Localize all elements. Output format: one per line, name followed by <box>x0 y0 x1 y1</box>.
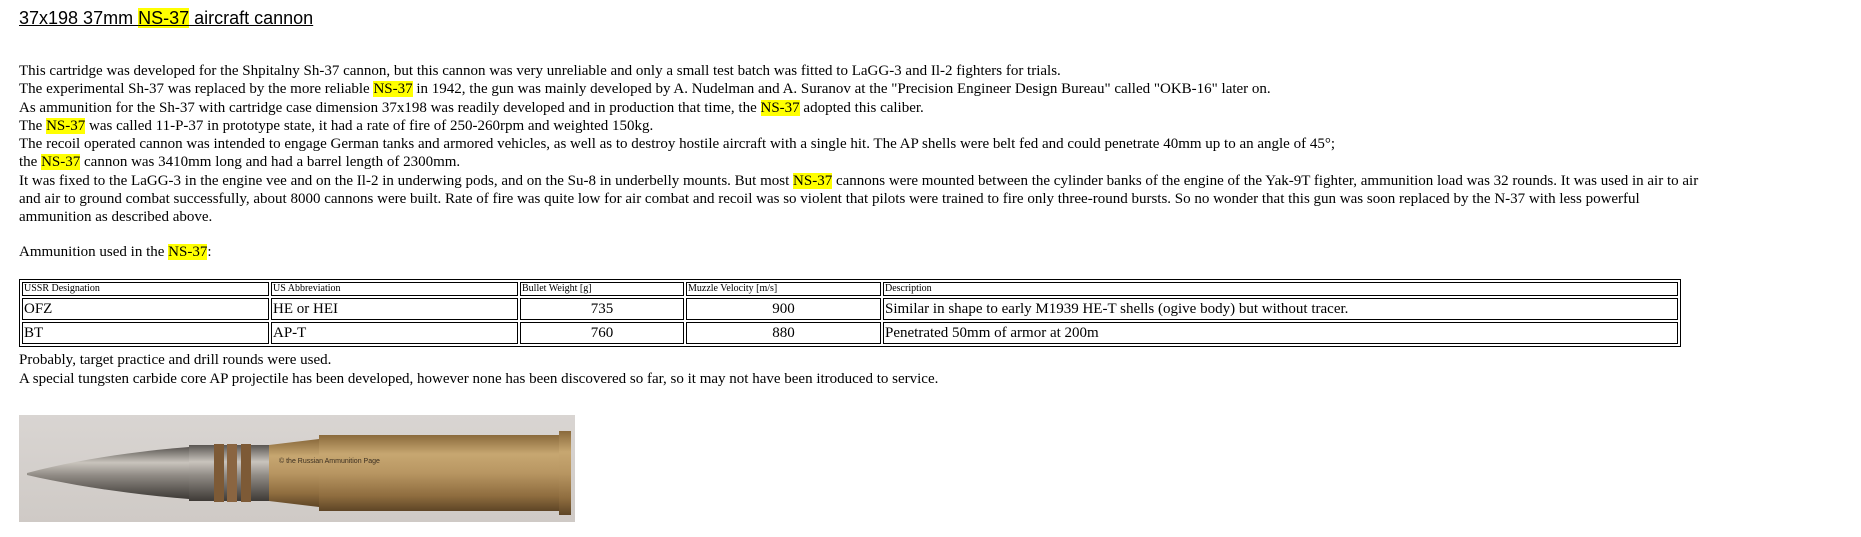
cell-designation: BT <box>22 322 269 344</box>
paragraph-line <box>19 153 1719 171</box>
text-fragment: Ammunition used in the <box>19 243 169 260</box>
header-description: Description <box>883 282 1678 296</box>
text-fragment: cannon was 3410mm long and had a barrel length of 2300mm. <box>80 154 461 171</box>
paragraph-line <box>19 172 1699 227</box>
cell-description: Penetrated 50mm of armor at 200m <box>883 322 1678 344</box>
paragraph-line <box>19 80 1719 98</box>
driving-band <box>241 444 251 502</box>
text-fragment: As ammunition for the Sh-37 with cartridge case dimension 37x198 was readily developed and in production that time, the <box>19 99 761 116</box>
highlight-ns37: NS-37 <box>760 99 800 116</box>
header-ussr-designation: USSR Designation <box>22 282 269 296</box>
cell-bullet-weight: 760 <box>520 322 684 344</box>
title-prefix: 37x198 37mm <box>19 8 139 28</box>
cell-abbreviation: HE or HEI <box>271 298 518 320</box>
table-header-row <box>22 282 1678 296</box>
photo-watermark: © the Russian Ammunition Page <box>279 458 380 465</box>
text-fragment: in 1942, the gun was mainly developed by A. Nudelman and A. Suranov at the "Precision Engineer Design Bureau" called "OKB-16" later on. <box>412 81 1271 98</box>
paragraph-line <box>19 117 1719 135</box>
history-paragraph <box>19 62 1719 227</box>
header-bullet-weight: Bullet Weight [g] <box>520 282 684 296</box>
driving-band <box>214 444 224 502</box>
text-fragment: cannons were mounted between the cylinder banks of the engine of the Yak-9T fighter, ammunition load was 32 rounds. It was used in air to air and air to ground combat successfully, about 8000 cannons were built. Rate of fire was quite low for air combat and recoil was so violent that pilots were trained to fire only three-round bursts. So no wonder that this gun was soon replaced by the N-37 with less powerful ammunition as described above. <box>19 172 1699 226</box>
document-page <box>19 6 1719 465</box>
highlight-ns37: NS-37 <box>41 154 81 171</box>
highlight-ns37: NS-37 <box>373 81 413 98</box>
cell-bullet-weight: 735 <box>520 298 684 320</box>
cell-description: Similar in shape to early M1939 HE-T shells (ogive body) but without tracer. <box>883 298 1678 320</box>
cell-abbreviation: AP-T <box>271 322 518 344</box>
paragraph-line <box>19 99 1719 117</box>
table-row <box>22 298 1678 320</box>
text-fragment: : <box>207 243 212 260</box>
cell-muzzle-velocity: 900 <box>686 298 881 320</box>
ammunition-heading <box>19 243 1719 261</box>
case-shoulder <box>269 439 319 507</box>
driving-band <box>227 444 237 502</box>
ammunition-table <box>19 279 1681 347</box>
highlight-ns37: NS-37 <box>46 117 86 134</box>
paragraph-line: This cartridge was developed for the Shpitalny Sh-37 cannon, but this cannon was very unreliable and only a small test batch was fitted to LaGG-3 and Il-2 fighters for trials. <box>19 63 1061 79</box>
text-fragment: The experimental Sh-37 was replaced by the more reliable <box>19 81 374 98</box>
highlight-ns37: NS-37 <box>168 243 208 260</box>
highlight-ns37: NS-37 <box>793 172 833 189</box>
cell-designation: OFZ <box>22 298 269 320</box>
page-title <box>19 6 1719 30</box>
header-us-abbreviation: US Abbreviation <box>271 282 518 296</box>
text-fragment: It was fixed to the LaGG-3 in the engine vee and on the Il-2 in underwing pods, and on the Su-8 in underbelly mounts. But most <box>19 172 794 189</box>
paragraph-line: The recoil operated cannon was intended to engage German tanks and armored vehicles, as well as to destroy hostile aircraft with a single hit. The AP shells were belt fed and could penetrate 40mm up to an angle of 45°; <box>19 136 1336 153</box>
note-line: A special tungsten carbide core AP projectile has been developed, however none has been discovered so far, so it may not have been itroduced to service. <box>19 370 939 387</box>
cartridge-image <box>19 415 575 522</box>
text-fragment: adopted this caliber. <box>799 99 924 116</box>
text-fragment: was called 11-P-37 in prototype state, it had a rate of fire of 250-260rpm and weighted 150kg. <box>85 117 654 134</box>
text-fragment: the <box>19 154 42 171</box>
case-rim <box>559 431 571 515</box>
table-row <box>22 322 1678 344</box>
case-body <box>319 435 559 511</box>
text-fragment: The <box>19 117 47 134</box>
note-line: Probably, target practice and drill rounds were used. <box>19 352 332 368</box>
header-muzzle-velocity: Muzzle Velocity [m/s] <box>686 282 881 296</box>
cell-muzzle-velocity: 880 <box>686 322 881 344</box>
title-suffix: aircraft cannon <box>189 8 314 28</box>
title-highlight: NS-37 <box>138 8 190 28</box>
cartridge-photo <box>19 415 575 522</box>
notes-paragraph <box>19 351 938 388</box>
